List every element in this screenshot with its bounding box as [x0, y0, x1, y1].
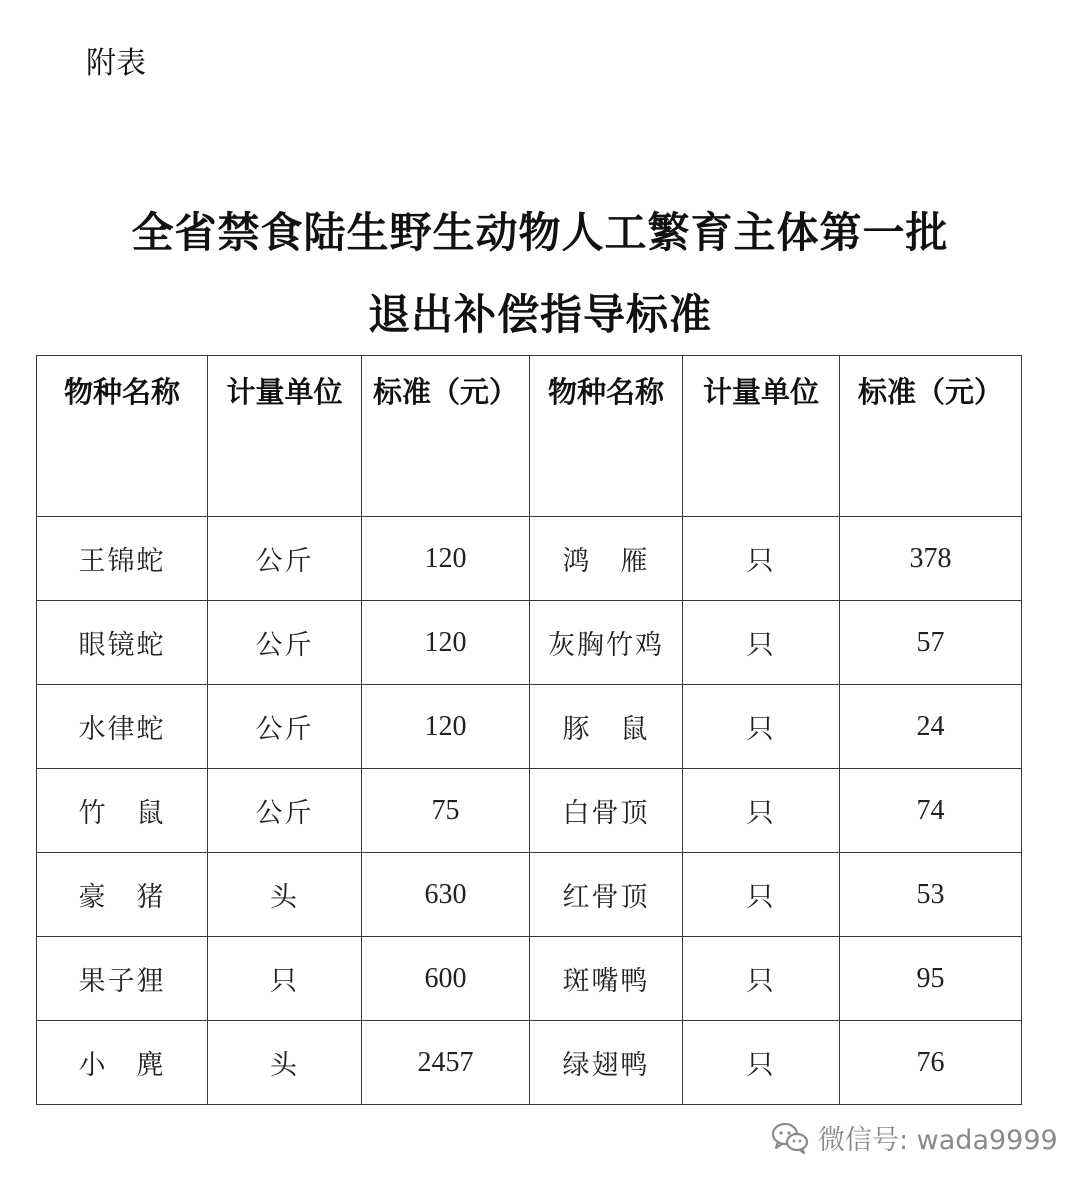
table-header-row [37, 356, 1022, 517]
standard-value-cell: 95 [840, 937, 1022, 1021]
document-title-line-1: 全省禁食陆生野生动物人工繁育主体第一批 [131, 208, 949, 257]
table-row [37, 853, 1022, 937]
standard-value-cell: 630 [362, 853, 530, 937]
unit-cell: 公斤 [208, 769, 362, 853]
standard-value-cell: 57 [840, 601, 1022, 685]
unit-cell: 只 [683, 769, 840, 853]
table-row [37, 937, 1022, 1021]
species-name-cell: 豚 鼠 [530, 685, 683, 769]
column-header-standard: 标准（元） [840, 356, 1022, 517]
species-name-cell: 绿翅鸭 [530, 1021, 683, 1105]
standard-value-cell: 120 [362, 685, 530, 769]
species-name-cell: 小 麂 [37, 1021, 208, 1105]
wechat-icon [770, 1121, 810, 1155]
unit-cell: 头 [208, 853, 362, 937]
table-row [37, 769, 1022, 853]
species-name-cell: 斑嘴鸭 [530, 937, 683, 1021]
column-header-standard: 标准（元） [362, 356, 530, 517]
column-header-species: 物种名称 [37, 356, 208, 517]
unit-cell: 只 [208, 937, 362, 1021]
standard-value-cell: 24 [840, 685, 1022, 769]
unit-cell: 只 [683, 1021, 840, 1105]
table-row [37, 601, 1022, 685]
unit-cell: 只 [683, 853, 840, 937]
unit-cell: 只 [683, 517, 840, 601]
standard-value-cell: 2457 [362, 1021, 530, 1105]
column-header-species: 物种名称 [530, 356, 683, 517]
species-name-cell: 眼镜蛇 [37, 601, 208, 685]
species-name-cell: 豪 猪 [37, 853, 208, 937]
standard-value-cell: 120 [362, 601, 530, 685]
species-name-cell: 王锦蛇 [37, 517, 208, 601]
unit-cell: 只 [683, 685, 840, 769]
species-name-cell: 竹 鼠 [37, 769, 208, 853]
unit-cell: 公斤 [208, 517, 362, 601]
standard-value-cell: 75 [362, 769, 530, 853]
annex-label: 附表 [86, 46, 146, 81]
species-name-cell: 红骨顶 [530, 853, 683, 937]
standard-value-cell: 600 [362, 937, 530, 1021]
standard-value-cell: 53 [840, 853, 1022, 937]
watermark-text: 微信号: wada9999 [818, 1125, 1058, 1156]
unit-cell: 公斤 [208, 601, 362, 685]
unit-cell: 公斤 [208, 685, 362, 769]
document-title-line-2: 退出补偿指导标准 [367, 290, 712, 339]
standard-value-cell: 120 [362, 517, 530, 601]
species-name-cell: 灰胸竹鸡 [530, 601, 683, 685]
unit-cell: 头 [208, 1021, 362, 1105]
standard-value-cell: 74 [840, 769, 1022, 853]
table-row [37, 685, 1022, 769]
standard-value-cell: 378 [840, 517, 1022, 601]
unit-cell: 只 [683, 601, 840, 685]
species-name-cell: 水律蛇 [37, 685, 208, 769]
unit-cell: 只 [683, 937, 840, 1021]
column-header-unit: 计量单位 [683, 356, 840, 517]
compensation-standard-table [36, 355, 1022, 1105]
standard-value-cell: 76 [840, 1021, 1022, 1105]
species-name-cell: 白骨顶 [530, 769, 683, 853]
species-name-cell: 鸿 雁 [530, 517, 683, 601]
table-row [37, 1021, 1022, 1105]
table-row [37, 517, 1022, 601]
species-name-cell: 果子狸 [37, 937, 208, 1021]
column-header-unit: 计量单位 [208, 356, 362, 517]
wechat-watermark [770, 1118, 1058, 1157]
